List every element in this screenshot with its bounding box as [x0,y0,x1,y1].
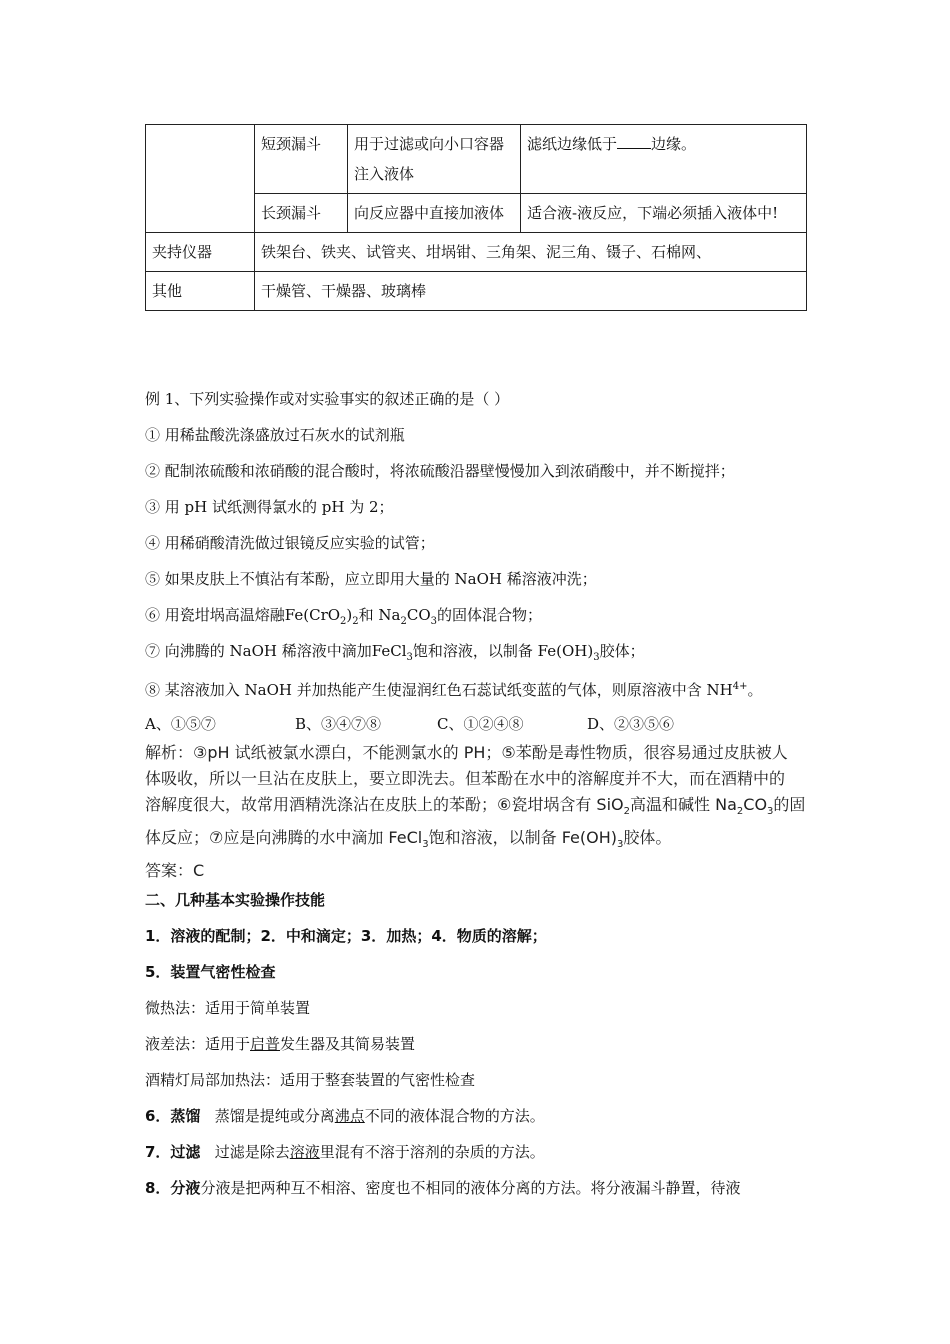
method-line: 酒精灯局部加热法：适用于整套装置的气密性检查 [145,1071,476,1089]
note-text: 边缘。 [651,135,697,153]
skill-list: 1．溶液的配制；2．中和滴定；3．加热；4．物质的溶解； [145,927,547,945]
example-item: ⑧ 某溶液加入 NaOH 并加热能产生使湿润红色石蕊试纸变蓝的气体，则原溶液中含 $NH^{4+}$。 [145,681,763,699]
answer-line: 答案：C [145,861,205,881]
table-cell: 向反应器中直接加液体 [348,194,521,233]
example-question: 例 1、下列实验操作或对实验事实的叙述正确的是（ ） [145,390,510,408]
example-item: ⑤ 如果皮肤上不慎沾有苯酚，应立即用大量的 NaOH 稀溶液冲洗； [145,570,597,588]
example-item: ① 用稀盐酸洗涤盛放过石灰水的试剂瓶 [145,426,405,444]
table-cell: 干燥管、干燥器、玻璃棒 [255,272,807,311]
section-heading: 二、几种基本实验操作技能 [145,891,326,909]
analysis-line: 体反应；⑦应是向沸腾的水中滴加 FeCl$_3$饱和溶液，以制备 $Fe(OH)_3$胶体。 [145,828,672,851]
table-cell: 用于过滤或向小口容器注入液体 [348,125,521,194]
skill-heading: 5．装置气密性检查 [145,963,276,981]
option-a: A、①⑤⑦ [145,715,216,733]
table-cell [146,125,255,233]
example-item: ④ 用稀硝酸清洗做过银镜反应实验的试管； [145,534,435,552]
table-cell: 夹持仪器 [146,233,255,272]
separate-line: 8．分液分液是把两种互不相溶、密度也不相同的液体分离的方法。将分液漏斗静置，待液 [145,1179,741,1197]
example-item: ⑦ 向沸腾的 NaOH 稀溶液中滴加FeCl$_3$饱和溶液，以制备 $Fe(OH)_3$胶体； [145,642,645,663]
table-row [146,233,807,272]
option-c: C、①②④⑧ [437,715,524,733]
option-b: B、③④⑦⑧ [295,715,382,733]
example-item: ⑥ 用瓷坩埚高温熔融$Fe(CrO_2)_2$和 $Na_2CO_3$的固体混合物； [145,606,543,627]
fill-blank [617,130,651,149]
analysis-line: 体吸收，所以一旦沾在皮肤上，要立即洗去。但苯酚在水中的溶解度并不大，而在酒精中的 [145,769,786,788]
analysis-line: 解析：③pH 试纸被氯水漂白，不能测氯水的 PH；⑤苯酚是毒性物质，很容易通过皮肤被人 [145,743,788,762]
equipment-table [145,124,807,311]
table-cell: 铁架台、铁夹、试管夹、坩埚钳、三角架、泥三角、镊子、石棉网、 [255,233,807,272]
note-text: 滤纸边缘低于 [527,135,618,153]
analysis-line: 溶解度很大，故常用酒精洗涤沾在皮肤上的苯酚；⑥瓷坩埚含有 SiO$_2$高温和碱性 $Na_2CO_3$的固 [145,795,806,818]
table-cell: 适合液-液反应，下端必须插入液体中! [521,194,807,233]
analysis-block [145,740,825,884]
option-d: D、②③⑤⑥ [587,715,675,733]
table-row [146,272,807,311]
table-row [146,125,807,194]
table-cell: 长颈漏斗 [255,194,348,233]
method-line: 微热法：适用于简单装置 [145,999,311,1017]
table-cell: 短颈漏斗 [255,125,348,194]
table-cell: 其他 [146,272,255,311]
example-item: ③ 用 pH 试纸测得氯水的 pH 为 2； [145,498,394,516]
distill-line: 6．蒸馏 蒸馏是提纯或分离沸点不同的液体混合物的方法。 [145,1107,545,1125]
method-line: 液差法：适用于启普发生器及其简易装置 [145,1035,416,1053]
filter-line: 7．过滤 过滤是除去溶液里混有不溶于溶剂的杂质的方法。 [145,1143,545,1161]
example-item: ② 配制浓硫酸和浓硝酸的混合酸时，将浓硫酸沿器壁慢慢加入到浓硝酸中，并不断搅拌； [145,462,735,480]
table-cell [521,125,807,194]
